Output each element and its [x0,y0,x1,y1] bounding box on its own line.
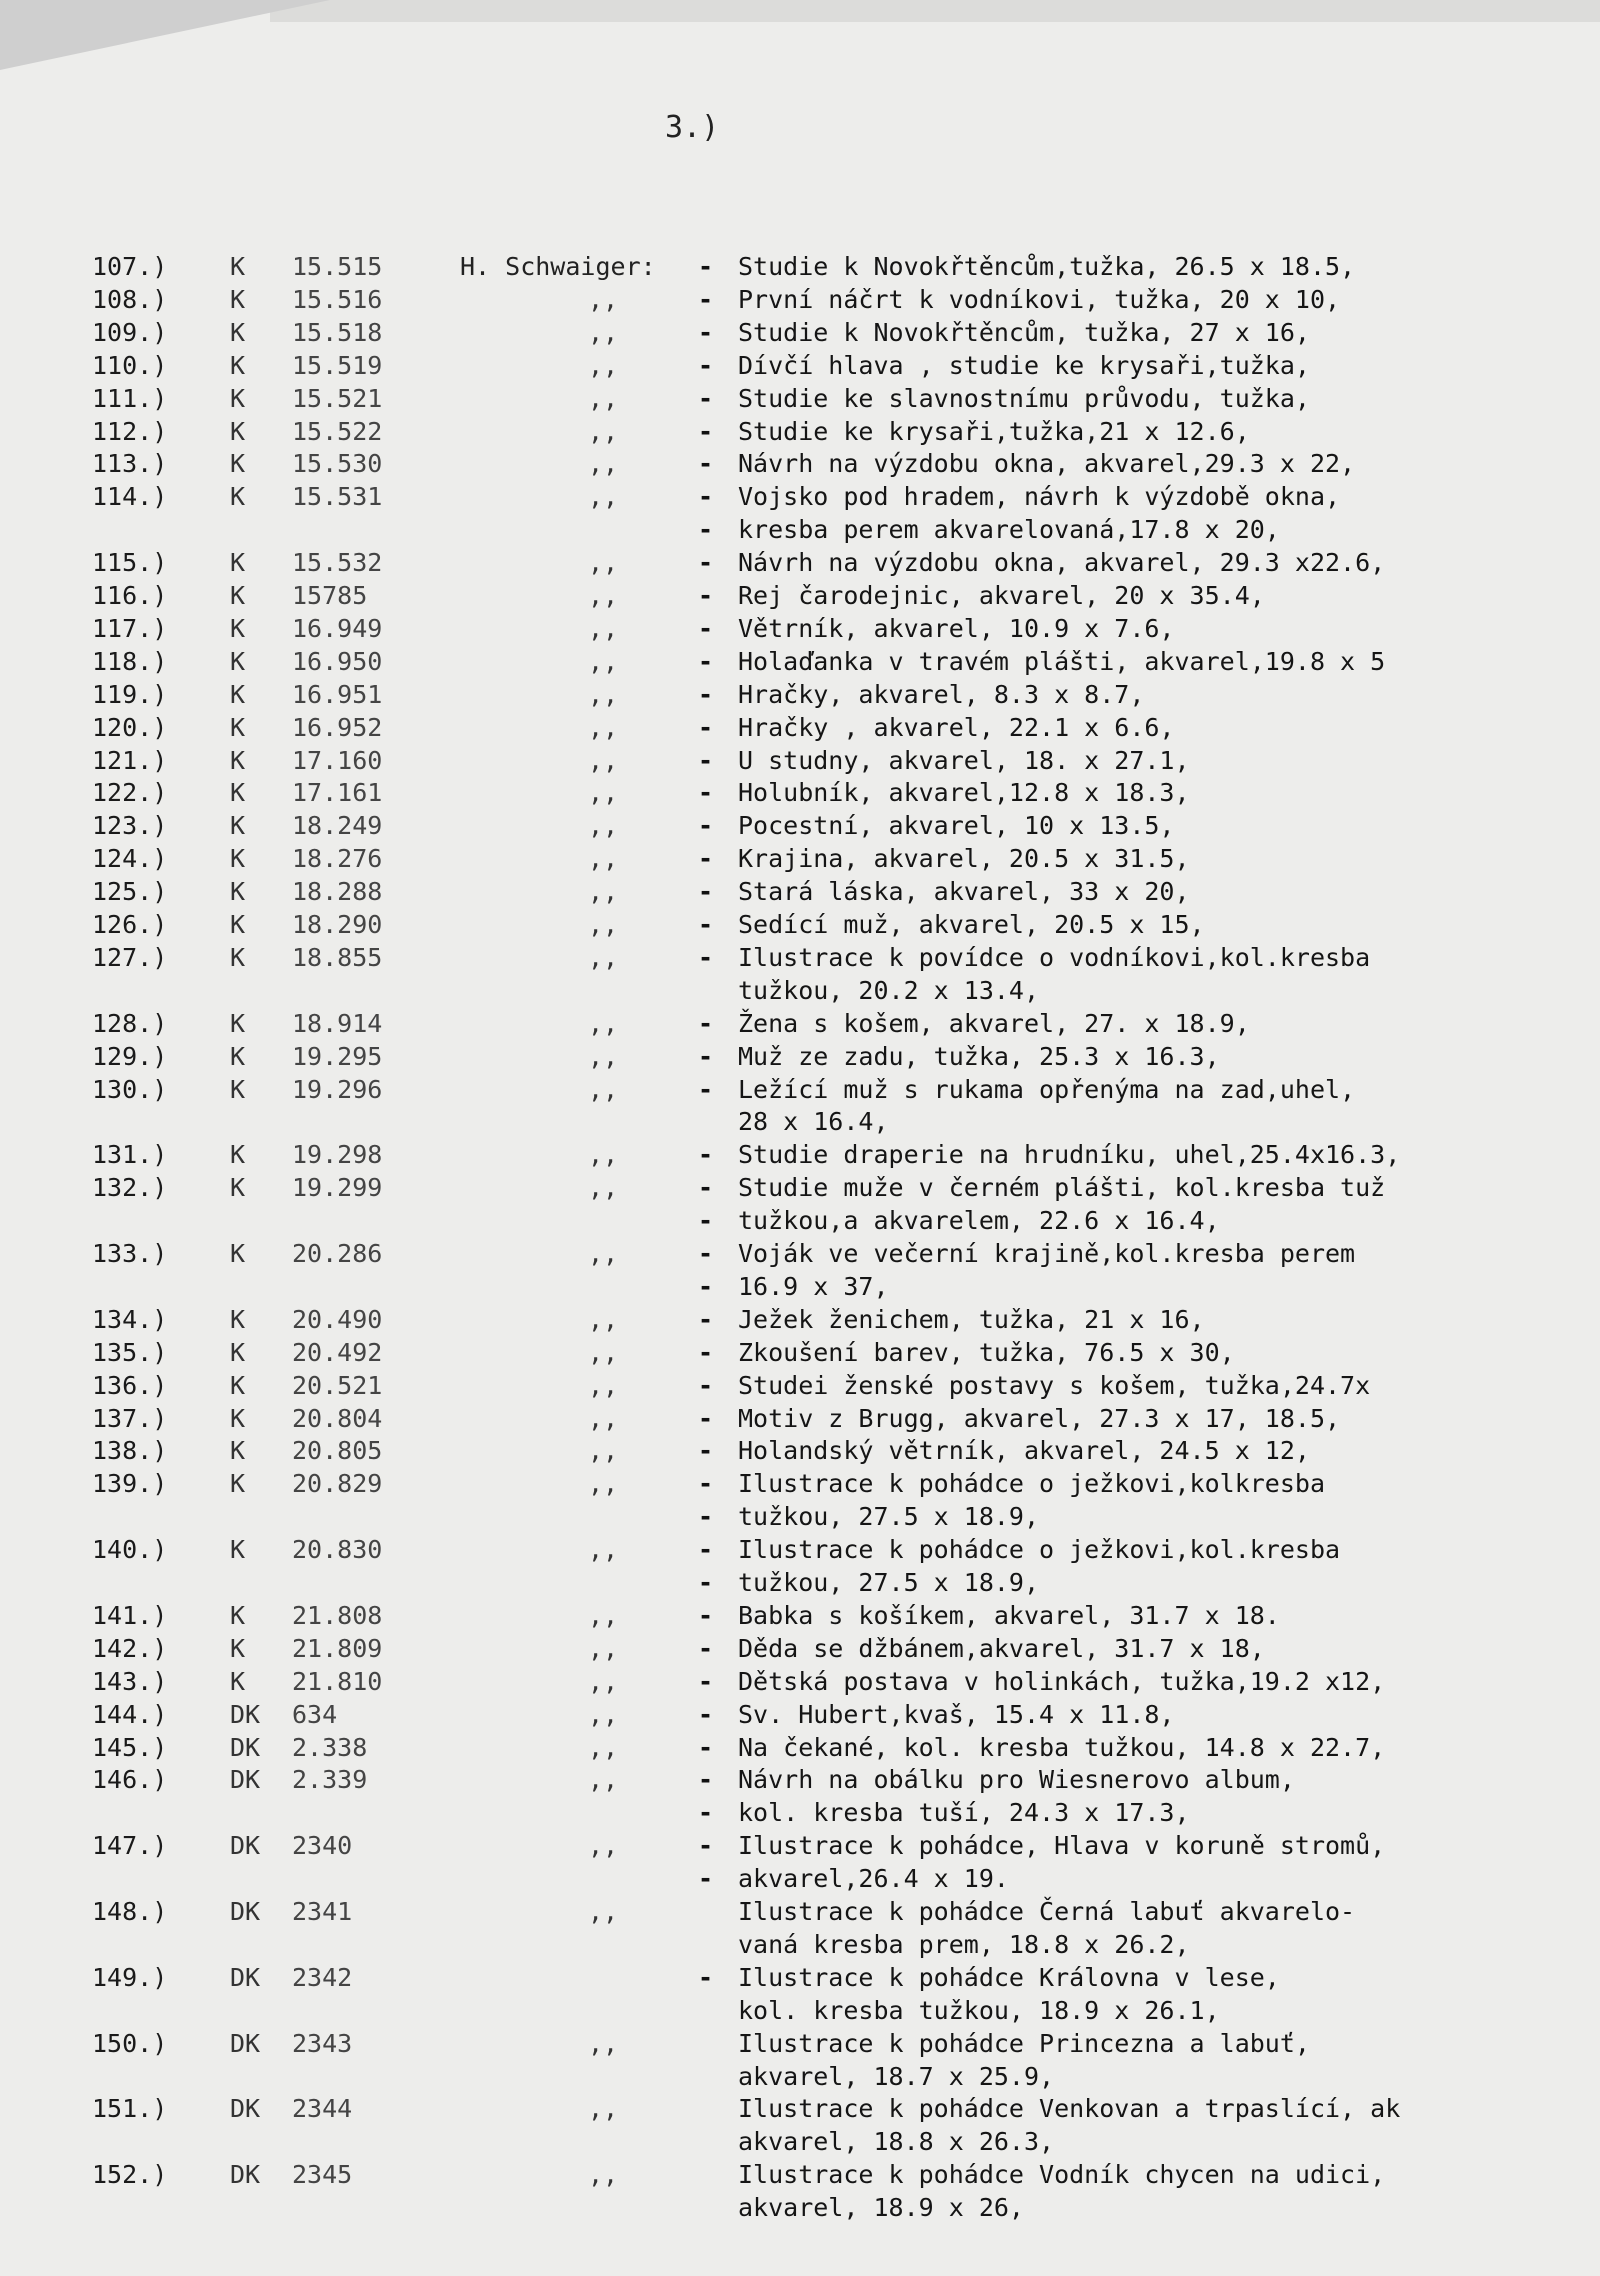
entry-description: Studie k Novokřtěncům, tužka, 27 x 16, [738,317,1310,347]
inventory-number: 20.492 [292,1337,383,1367]
entry-description: Sedící muž, akvarel, 20.5 x 15, [738,910,1205,939]
dash-mark: - [698,317,714,347]
ditto-mark: ,, [588,2028,619,2058]
collection-prefix: K [230,449,246,479]
entry-description: Studie draperie na hrudníku, uhel,25.4x16.3, [738,1140,1401,1170]
dash-mark: - [698,1864,714,1894]
collection-prefix: K [230,1304,246,1334]
ditto-mark: ,, [588,416,619,446]
entry-number: 123.) [92,811,168,841]
entry-number: 147.) [92,1831,168,1861]
inventory-number: 18.276 [292,844,383,874]
inventory-number: 15.531 [292,482,383,512]
ditto-mark: ,, [588,646,619,676]
entry-number: 141.) [92,1600,168,1630]
ditto-mark: ,, [588,1370,619,1400]
dash-mark: - [698,1304,714,1334]
inventory-number: 16.951 [292,679,383,709]
dash-mark: - [698,1206,714,1236]
inventory-number: 2340 [292,1831,353,1861]
entry-description: akvarel, 18.8 x 26.3, [738,2127,1055,2157]
dash-mark: - [698,1798,714,1828]
collection-prefix: DK [230,1962,261,1992]
inventory-number: 2341 [292,1897,353,1926]
ditto-mark: ,, [588,482,619,512]
dash-mark: - [698,1633,714,1663]
ditto-mark: ,, [588,581,619,610]
entry-description: Ilustrace k pohádce o ježkovi,kol.kresba [738,1535,1341,1565]
entry-description: kol. kresba tuší, 24.3 x 17.3, [738,1798,1190,1828]
inventory-number: 17.161 [292,778,383,808]
inventory-number: 20.830 [292,1535,383,1565]
inventory-number: 16.952 [292,712,383,742]
entry-description: Ilustrace k povídce o vodníkovi,kol.kresba [738,942,1371,972]
ditto-mark: ,, [588,811,619,841]
dash-mark: - [698,581,714,610]
collection-prefix: K [230,1535,246,1565]
entry-description: Stará láska, akvarel, 33 x 20, [738,877,1190,907]
entry-description: Voják ve večerní krajině,kol.kresba perem [738,1239,1356,1268]
ditto-mark: ,, [588,1535,619,1565]
ditto-mark: ,, [588,1140,619,1170]
inventory-number: 15.515 [292,252,383,281]
collection-prefix: K [230,1436,246,1466]
ditto-mark: ,, [588,877,619,907]
entry-number: 120.) [92,712,168,742]
dash-mark: - [698,910,714,939]
entry-description: tužkou,a akvarelem, 22.6 x 16.4, [738,1206,1220,1236]
inventory-number: 21.809 [292,1633,383,1663]
entry-description: Studie muže v černém plášti, kol.kresba tuž [738,1173,1386,1203]
ditto-mark: ,, [588,1337,619,1367]
ditto-mark: ,, [588,1041,619,1071]
entry-description: Dětská postava v holinkách, tužka,19.2 x12, [738,1666,1386,1696]
inventory-number: 634 [292,1699,338,1729]
collection-prefix: DK [230,1699,261,1729]
ditto-mark: ,, [588,844,619,874]
collection-prefix: DK [230,1897,261,1926]
entry-description: Studie ke slavnostnímu průvodu, tužka, [738,383,1310,413]
ditto-mark: ,, [588,1633,619,1663]
collection-prefix: K [230,1633,246,1663]
ditto-mark: ,, [588,317,619,347]
entry-number: 122.) [92,778,168,808]
ditto-mark: ,, [588,350,619,380]
ditto-mark: ,, [588,1469,619,1499]
entry-description: 28 x 16.4, [738,1107,889,1137]
ditto-mark: ,, [588,1699,619,1729]
ditto-mark: ,, [588,1173,619,1203]
entry-description: Holubník, akvarel,12.8 x 18.3, [738,778,1190,808]
ditto-mark: ,, [588,1403,619,1433]
dash-mark: - [698,1600,714,1630]
dash-mark: - [698,1041,714,1071]
dash-mark: - [698,1173,714,1203]
dash-mark: - [698,1008,714,1038]
collection-prefix: K [230,284,246,314]
entry-number: 128.) [92,1008,168,1038]
dash-mark: - [698,1568,714,1597]
entry-description: kol. kresba tužkou, 18.9 x 26.1, [738,1995,1220,2025]
collection-prefix: K [230,1008,246,1038]
dash-mark: - [698,1370,714,1400]
entry-description: Holaďanka v travém plášti, akvarel,19.8 x 5 [738,646,1386,676]
inventory-number: 15785 [292,581,368,610]
dash-mark: - [698,1469,714,1499]
inventory-number: 15.518 [292,317,383,347]
ditto-mark: ,, [588,383,619,413]
inventory-number: 18.288 [292,877,383,907]
entry-description: Ilustrace k pohádce Princezna a labuť, [738,2028,1310,2058]
dash-mark: - [698,1732,714,1762]
dash-mark: - [698,1271,714,1301]
entry-number: 124.) [92,844,168,874]
inventory-number: 15.521 [292,383,383,413]
entry-description: akvarel, 18.9 x 26, [738,2193,1024,2223]
inventory-number: 2.339 [292,1765,368,1795]
entry-description: Ilustrace k pohádce Venkovan a trpaslící, ak [738,2094,1401,2124]
entry-number: 108.) [92,284,168,314]
dash-mark: - [698,548,714,578]
entry-number: 109.) [92,317,168,347]
collection-prefix: K [230,1403,246,1433]
dash-mark: - [698,284,714,314]
entry-number: 125.) [92,877,168,907]
entry-number: 117.) [92,613,168,643]
entry-number: 139.) [92,1469,168,1499]
entry-description: Babka s košíkem, akvarel, 31.7 x 18. [738,1600,1280,1630]
folded-corner [0,0,330,70]
entry-number: 150.) [92,2028,168,2058]
collection-prefix: K [230,350,246,380]
collection-prefix: K [230,1074,246,1104]
paper-top-edge [270,0,1600,22]
page-number: 3.) [665,110,720,145]
dash-mark: - [698,1962,714,1992]
entry-description: tužkou, 27.5 x 18.9, [738,1502,1040,1532]
inventory-number: 18.914 [292,1008,383,1038]
entry-number: 137.) [92,1403,168,1433]
collection-prefix: K [230,1140,246,1170]
entry-description: 16.9 x 37, [738,1271,889,1301]
collection-prefix: DK [230,1765,261,1795]
ditto-mark: ,, [588,2160,619,2190]
dash-mark: - [698,1765,714,1795]
inventory-number: 15.530 [292,449,383,479]
ditto-mark: ,, [588,2094,619,2124]
entry-description: U studny, akvarel, 18. x 27.1, [738,745,1190,775]
dash-mark: - [698,1074,714,1104]
dash-mark: - [698,1239,714,1268]
inventory-number: 21.808 [292,1600,383,1630]
entry-description: Návrh na obálku pro Wiesnerovo album, [738,1765,1295,1795]
collection-prefix: DK [230,2028,261,2058]
dash-mark: - [698,712,714,742]
dash-mark: - [698,844,714,874]
inventory-number: 19.298 [292,1140,383,1170]
inventory-number: 16.949 [292,613,383,643]
entry-number: 111.) [92,383,168,413]
entry-description: Návrh na výzdobu okna, akvarel, 29.3 x22.6, [738,548,1386,578]
collection-prefix: K [230,646,246,676]
entry-number: 146.) [92,1765,168,1795]
entry-description: Ležící muž s rukama opřenýma na zad,uhel, [738,1074,1356,1104]
ditto-mark: ,, [588,1304,619,1334]
entry-number: 112.) [92,416,168,446]
inventory-number: 20.490 [292,1304,383,1334]
collection-prefix: DK [230,2160,261,2190]
entry-number: 130.) [92,1074,168,1104]
entry-description: První náčrt k vodníkovi, tužka, 20 x 10, [738,284,1341,314]
entry-number: 126.) [92,910,168,939]
inventory-number: 15.519 [292,350,383,380]
dash-mark: - [698,1403,714,1433]
entry-description: kresba perem akvarelovaná,17.8 x 20, [738,515,1280,545]
collection-prefix: K [230,613,246,643]
ditto-mark: ,, [588,1436,619,1466]
entry-description: Sv. Hubert,kvaš, 15.4 x 11.8, [738,1699,1175,1729]
collection-prefix: K [230,942,246,972]
collection-prefix: K [230,482,246,512]
dash-mark: - [698,1699,714,1729]
inventory-number: 15.522 [292,416,383,446]
collection-prefix: K [230,548,246,578]
collection-prefix: K [230,778,246,808]
entry-description: Děda se džbánem,akvarel, 31.7 x 18, [738,1633,1265,1663]
entry-number: 140.) [92,1535,168,1565]
entry-number: 138.) [92,1436,168,1466]
entry-description: Hračky, akvarel, 8.3 x 8.7, [738,679,1145,709]
collection-prefix: K [230,1600,246,1630]
inventory-number: 20.286 [292,1239,383,1268]
inventory-number: 2342 [292,1962,353,1992]
entry-number: 113.) [92,449,168,479]
entry-description: Žena s košem, akvarel, 27. x 18.9, [738,1008,1250,1038]
collection-prefix: K [230,1469,246,1499]
entry-description: Ilustrace k pohádce Vodník chycen na udici, [738,2160,1386,2190]
inventory-number: 18.290 [292,910,383,939]
inventory-number: 20.805 [292,1436,383,1466]
collection-prefix: K [230,581,246,610]
collection-prefix: K [230,416,246,446]
dash-mark: - [698,745,714,775]
dash-mark: - [698,613,714,643]
inventory-number: 18.249 [292,811,383,841]
collection-prefix: K [230,1239,246,1268]
ditto-mark: ,, [588,1765,619,1795]
inventory-number: 20.804 [292,1403,383,1433]
dash-mark: - [698,449,714,479]
entry-number: 131.) [92,1140,168,1170]
entry-description: tužkou, 27.5 x 18.9, [738,1568,1040,1597]
entry-number: 148.) [92,1897,168,1926]
entry-description: Ježek ženichem, tužka, 21 x 16, [738,1304,1205,1334]
entry-description: Motiv z Brugg, akvarel, 27.3 x 17, 18.5, [738,1403,1341,1433]
dash-mark: - [698,1535,714,1565]
ditto-mark: ,, [588,1732,619,1762]
collection-prefix: K [230,679,246,709]
collection-prefix: K [230,811,246,841]
entry-number: 116.) [92,581,168,610]
entry-number: 136.) [92,1370,168,1400]
entry-number: 129.) [92,1041,168,1071]
collection-prefix: K [230,910,246,939]
dash-mark: - [698,1140,714,1170]
entry-description: Ilustrace k pohádce Černá labuť akvarelo- [738,1897,1356,1926]
inventory-number: 16.950 [292,646,383,676]
inventory-number: 2343 [292,2028,353,2058]
collection-prefix: K [230,745,246,775]
entry-description: Ilustrace k pohádce, Hlava v koruně stromů, [738,1831,1386,1861]
entry-description: Ilustrace k pohádce o ježkovi,kolkresba [738,1469,1325,1499]
collection-prefix: DK [230,1831,261,1861]
ditto-mark: ,, [588,449,619,479]
inventory-number: 2.338 [292,1732,368,1762]
dash-mark: - [698,877,714,907]
collection-prefix: K [230,1370,246,1400]
entry-number: 110.) [92,350,168,380]
entry-number: 115.) [92,548,168,578]
ditto-mark: ,, [588,712,619,742]
ditto-mark: ,, [588,778,619,808]
ditto-mark: ,, [588,745,619,775]
entry-number: 121.) [92,745,168,775]
entry-number: 133.) [92,1239,168,1268]
entry-number: 142.) [92,1633,168,1663]
dash-mark: - [698,1436,714,1466]
entry-description: Rej čarodejnic, akvarel, 20 x 35.4, [738,581,1265,610]
collection-prefix: K [230,1337,246,1367]
collection-prefix: K [230,877,246,907]
entry-number: 127.) [92,942,168,972]
ditto-mark: ,, [588,942,619,972]
entry-description: Zkoušení barev, tužka, 76.5 x 30, [738,1337,1235,1367]
collection-prefix: K [230,1666,246,1696]
entry-description: Na čekané, kol. kresba tužkou, 14.8 x 22.7, [738,1732,1386,1762]
entry-number: 132.) [92,1173,168,1203]
entry-description: Pocestní, akvarel, 10 x 13.5, [738,811,1175,841]
dash-mark: - [698,383,714,413]
author-name: H. Schwaiger: [460,252,656,281]
ditto-mark: ,, [588,910,619,939]
entry-description: tužkou, 20.2 x 13.4, [738,975,1040,1005]
ditto-mark: ,, [588,1666,619,1696]
entry-description: Studie k Novokřtěncům,tužka, 26.5 x 18.5, [738,252,1356,281]
dash-mark: - [698,1666,714,1696]
entry-description: Návrh na výzdobu okna, akvarel,29.3 x 22, [738,449,1356,479]
dash-mark: - [698,482,714,512]
dash-mark: - [698,416,714,446]
entry-description: vaná kresba prem, 18.8 x 26.2, [738,1929,1190,1959]
entry-description: Muž ze zadu, tužka, 25.3 x 16.3, [738,1041,1220,1071]
entry-number: 134.) [92,1304,168,1334]
collection-prefix: K [230,1173,246,1203]
entry-description: akvarel, 18.7 x 25.9, [738,2061,1055,2091]
ditto-mark: ,, [588,1074,619,1104]
inventory-number: 21.810 [292,1666,383,1696]
inventory-number: 19.295 [292,1041,383,1071]
entry-description: akvarel,26.4 x 19. [738,1864,1009,1894]
inventory-number: 18.855 [292,942,383,972]
entry-number: 107.) [92,252,168,281]
entry-description: Studie ke krysaři,tužka,21 x 12.6, [738,416,1250,446]
ditto-mark: ,, [588,284,619,314]
inventory-number: 20.521 [292,1370,383,1400]
inventory-number: 15.532 [292,548,383,578]
entry-description: Dívčí hlava , studie ke krysaři,tužka, [738,350,1310,380]
ditto-mark: ,, [588,1239,619,1268]
collection-prefix: K [230,383,246,413]
inventory-number: 2344 [292,2094,353,2124]
inventory-number: 17.160 [292,745,383,775]
entry-description: Krajina, akvarel, 20.5 x 31.5, [738,844,1190,874]
dash-mark: - [698,252,714,281]
collection-prefix: K [230,712,246,742]
entry-number: 145.) [92,1732,168,1762]
entry-description: Holandský větrník, akvarel, 24.5 x 12, [738,1436,1310,1466]
entry-number: 144.) [92,1699,168,1729]
entry-number: 143.) [92,1666,168,1696]
collection-prefix: DK [230,1732,261,1762]
ditto-mark: ,, [588,548,619,578]
inventory-number: 19.296 [292,1074,383,1104]
dash-mark: - [698,1831,714,1861]
entry-number: 151.) [92,2094,168,2124]
ditto-mark: ,, [588,1831,619,1861]
collection-prefix: DK [230,2094,261,2124]
inventory-number: 2345 [292,2160,353,2190]
entry-description: Ilustrace k pohádce Královna v lese, [738,1962,1280,1992]
entry-number: 152.) [92,2160,168,2190]
entry-number: 149.) [92,1962,168,1992]
dash-mark: - [698,350,714,380]
collection-prefix: K [230,844,246,874]
entry-number: 114.) [92,482,168,512]
inventory-number: 19.299 [292,1173,383,1203]
collection-prefix: K [230,317,246,347]
dash-mark: - [698,942,714,972]
collection-prefix: K [230,1041,246,1071]
dash-mark: - [698,778,714,808]
dash-mark: - [698,515,714,545]
entry-description: Studei ženské postavy s košem, tužka,24.7x [738,1370,1371,1400]
entry-number: 118.) [92,646,168,676]
dash-mark: - [698,811,714,841]
ditto-mark: ,, [588,613,619,643]
entry-description: Větrník, akvarel, 10.9 x 7.6, [738,613,1175,643]
dash-mark: - [698,1502,714,1532]
dash-mark: - [698,679,714,709]
dash-mark: - [698,646,714,676]
inventory-number: 20.829 [292,1469,383,1499]
dash-mark: - [698,1337,714,1367]
entry-number: 119.) [92,679,168,709]
ditto-mark: ,, [588,1897,619,1926]
entry-description: Vojsko pod hradem, návrh k výzdobě okna, [738,482,1341,512]
entry-description: Hračky , akvarel, 22.1 x 6.6, [738,712,1175,742]
ditto-mark: ,, [588,1600,619,1630]
ditto-mark: ,, [588,679,619,709]
entry-number: 135.) [92,1337,168,1367]
collection-prefix: K [230,252,246,281]
ditto-mark: ,, [588,1008,619,1038]
inventory-number: 15.516 [292,284,383,314]
